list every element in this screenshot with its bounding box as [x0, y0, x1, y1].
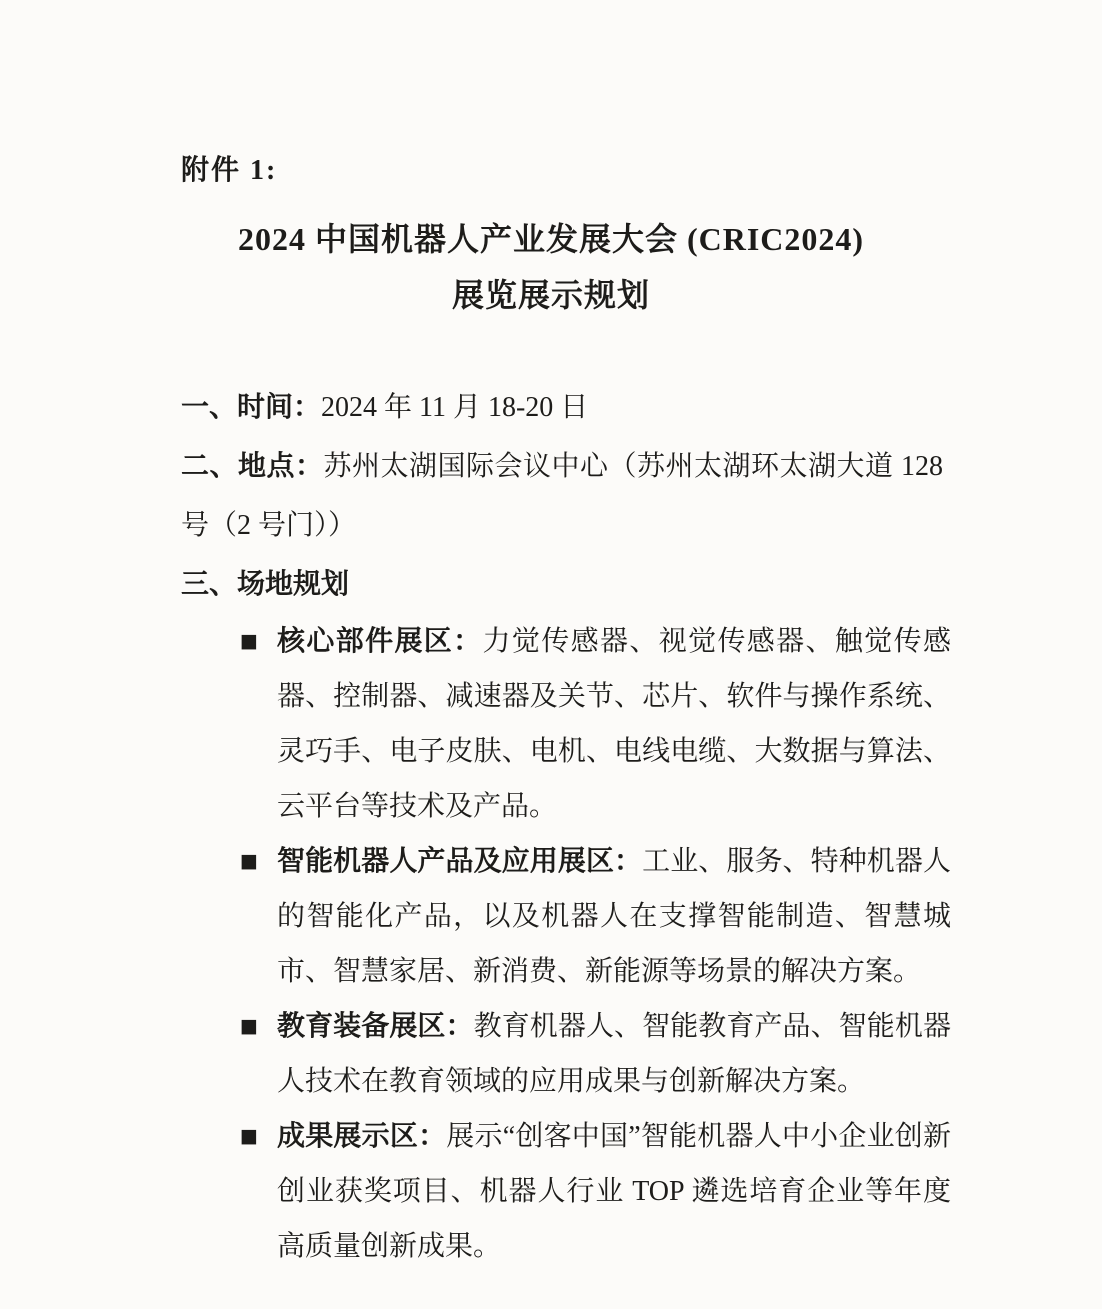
bullet-label-achievements: 成果展示区：	[277, 1121, 447, 1152]
bullet-label-core-components: 核心部件展区：	[277, 626, 483, 657]
section-venue-plan	[181, 555, 943, 614]
bullet-item-education-equipment	[240, 999, 951, 1109]
section-venue-plan-label: 三、场地规划	[181, 569, 350, 600]
section-location	[181, 437, 943, 555]
bullet-item-robot-products	[240, 834, 951, 999]
bullet-text	[277, 1109, 951, 1274]
bullet-body-core-components: 力觉传感器、视觉传感器、触觉传感器、控制器、减速器及关节、芯片、软件与操作系统、灵巧手、电子皮肤、电机、电线电缆、大数据与算法、云平台等技术及产品。	[277, 626, 951, 822]
bullet-label-education-equipment: 教育装备展区：	[277, 1011, 474, 1042]
bullet-text	[277, 834, 951, 999]
bullet-body-achievements: 展示“创客中国”智能机器人中小企业创新创业获奖项目、机器人行业 TOP 遴选培育企业等年度高质量创新成果。	[277, 1121, 951, 1262]
bullet-square-icon: ■	[240, 630, 258, 652]
section-time-value: 2024 年 11 月 18-20 日	[321, 392, 589, 423]
bullet-body-robot-products: 工业、服务、特种机器人的智能化产品，以及机器人在支撑智能制造、智慧城市、智慧家居、新消费、新能源等场景的解决方案。	[277, 846, 951, 987]
document-body	[181, 378, 951, 1274]
document-subtitle: 展览展示规划	[451, 277, 650, 313]
bullet-square-icon: ■	[240, 1125, 258, 1147]
section-location-value: 苏州太湖国际会议中心（苏州太湖环太湖大道 128 号（2 号门））	[181, 451, 943, 541]
bullet-item-core-components	[240, 614, 951, 834]
bullet-label-robot-products: 智能机器人产品及应用展区：	[277, 846, 643, 877]
zone-bullet-list	[240, 614, 951, 1274]
bullet-text	[277, 614, 951, 834]
attachment-label: 附件 1:	[181, 155, 278, 186]
section-time	[181, 378, 943, 437]
document-title: 2024 中国机器人产业发展大会 (CRIC2024)	[237, 221, 865, 257]
bullet-item-achievements	[240, 1109, 951, 1274]
section-time-label: 一、时间：	[181, 392, 322, 423]
bullet-square-icon: ■	[240, 850, 258, 872]
section-location-label: 二、地点：	[181, 451, 324, 482]
bullet-square-icon: ■	[240, 1015, 258, 1037]
bullet-body-education-equipment: 教育机器人、智能教育产品、智能机器人技术在教育领域的应用成果与创新解决方案。	[277, 1011, 951, 1097]
bullet-text	[277, 999, 951, 1109]
